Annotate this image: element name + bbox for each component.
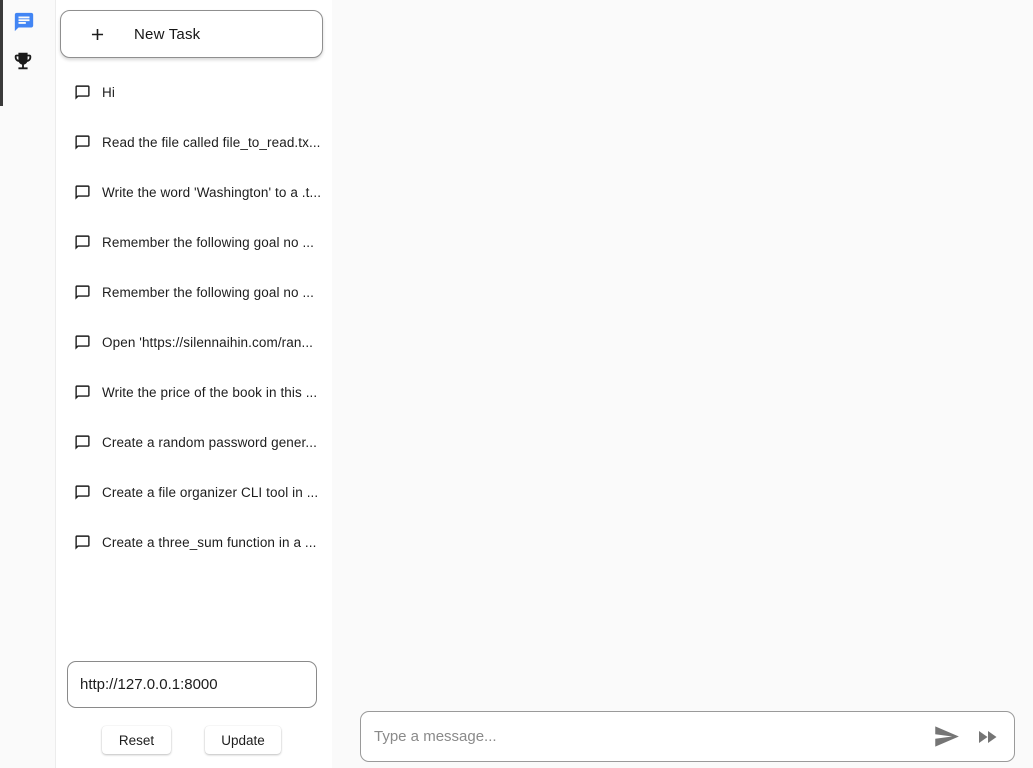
- chat-bubble-outline-icon: [74, 334, 91, 351]
- task-list-item[interactable]: [56, 117, 332, 167]
- new-task-button[interactable]: [60, 10, 323, 58]
- trophy-icon: [12, 50, 34, 72]
- chat-bubble-outline-icon: [74, 184, 91, 201]
- task-list-item[interactable]: [56, 167, 332, 217]
- message-input[interactable]: [361, 728, 933, 745]
- chat-bubble-outline-icon: [74, 284, 91, 301]
- task-label: Write the word 'Washington' to a .t...: [102, 184, 322, 200]
- chat-bubble-outline-icon: [74, 534, 91, 551]
- message-input-box: [360, 711, 1015, 762]
- task-label: Remember the following goal no ...: [102, 284, 315, 300]
- chat-bubble-outline-icon: [74, 434, 91, 451]
- plus-icon: [88, 25, 107, 44]
- benchmark-tab-button[interactable]: [12, 50, 34, 72]
- task-label: Hi: [102, 84, 115, 100]
- task-list-item[interactable]: [56, 267, 332, 317]
- chat-bubble-outline-icon: [74, 384, 91, 401]
- task-list: [56, 67, 332, 567]
- chat-icon: [13, 11, 35, 33]
- task-label: Write the price of the book in this ...: [102, 384, 318, 400]
- chat-bubble-outline-icon: [74, 484, 91, 501]
- task-label: Remember the following goal no ...: [102, 234, 315, 250]
- task-label: Open 'https://silennaihin.com/ran...: [102, 334, 314, 350]
- host-url-box: [67, 661, 317, 708]
- task-list-item[interactable]: [56, 517, 332, 567]
- task-sidebar: [56, 0, 332, 768]
- fast-forward-icon: [975, 725, 999, 749]
- update-button[interactable]: Update: [205, 726, 281, 754]
- task-label: Create a three_sum function in a ...: [102, 534, 317, 550]
- chat-bubble-outline-icon: [74, 84, 91, 101]
- task-label: Create a file organizer CLI tool in ...: [102, 484, 319, 500]
- host-url-input[interactable]: [68, 676, 316, 693]
- chat-bubble-outline-icon: [74, 134, 91, 151]
- task-list-item[interactable]: [56, 217, 332, 267]
- chat-bubble-outline-icon: [74, 234, 91, 251]
- rail-scrollbar[interactable]: [0, 0, 3, 106]
- reset-button[interactable]: Reset: [102, 726, 171, 754]
- send-icon: [933, 723, 960, 750]
- task-label: Read the file called file_to_read.tx...: [102, 134, 321, 150]
- chat-tab-button[interactable]: [13, 11, 35, 33]
- send-button[interactable]: [933, 726, 960, 748]
- new-task-label: New Task: [134, 25, 201, 43]
- task-list-item[interactable]: [56, 67, 332, 117]
- task-list-item[interactable]: [56, 317, 332, 367]
- chat-main-area: [332, 0, 1033, 768]
- task-list-item[interactable]: [56, 417, 332, 467]
- icon-rail: [0, 0, 56, 768]
- task-label: Create a random password gener...: [102, 434, 317, 450]
- task-list-item[interactable]: [56, 467, 332, 517]
- task-list-item[interactable]: [56, 367, 332, 417]
- fast-forward-button[interactable]: [975, 727, 999, 747]
